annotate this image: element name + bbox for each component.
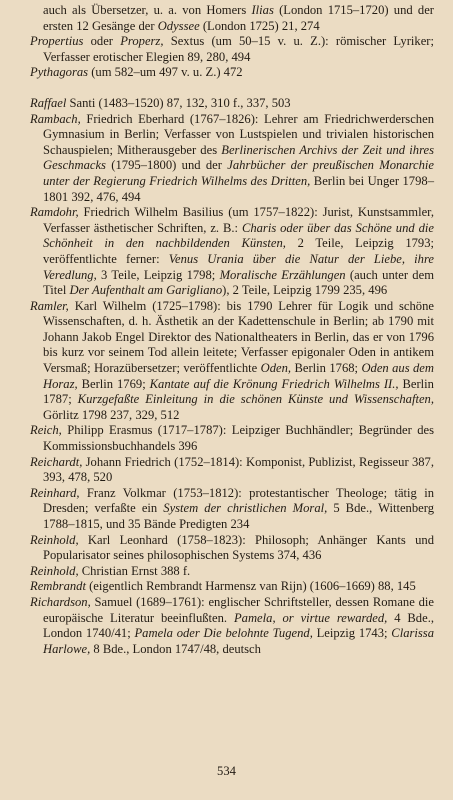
entry-name: Rambach, [30, 111, 81, 126]
entry-name: Reinhold, [30, 532, 79, 547]
entry-name: Pythagoras [30, 65, 89, 80]
entry-name: Reinhard, [30, 485, 80, 500]
entry-name: Rembrandt [30, 579, 86, 594]
index-entry-rembrandt: Rembrandt (eigentlich Rembrandt Harmensz van Rijn) (1606–1669) 88, 145 [30, 579, 416, 594]
index-entry-ramler: Ramler, Karl Wilhelm (1725–1798): bis 1790 Lehrer für Logik und schöne Wissenschaften, d. h. Ästhetik an der Kadettenschule in Berlin; ab 1790 mit Johann Jakob Engel Direktor des Nationaltheaters in Berlin, das er von 1796 bis kurz vor seinem Tod allein leitete; Verfasser epigonaler Oden in antikem Versmaß; Horazübersetzer; veröffentlichte Oden, Berlin 1768; Oden aus dem Horaz, Berlin 1769; Kantate auf die Krönung Friedrich Wilhelms II., Berlin 1787; Kurzgefaßte Einleitung in die schönen Künste und Wissenschaften, Görlitz 1798 237, 329, 512 [30, 298, 434, 422]
index-entry-reich: Reich, Philipp Erasmus (1717–1787): Leipziger Buchhändler; Begründer des Kommissionsbuchhandels 396 [30, 423, 434, 454]
entry-name: Reichardt, [30, 454, 83, 469]
entry-name: Reinhold, [30, 563, 79, 578]
index-entry-reinhold-karl: Reinhold, Karl Leonhard (1758–1823): Philosoph; Anhänger Kants und Popularisator seines philosophischen Systems 374, 436 [30, 532, 434, 563]
index-entry-ramdohr: Ramdohr, Friedrich Wilhelm Basilius (um 1757–1822): Jurist, Kunstsammler, Verfasser ästhetischer Schriften, z. B.: Charis oder über das Schöne und die Schönheit in den nachbildenden Künsten, 2 Teile, Leipzig 1793; veröffentlichte ferner: Venus Urania über die Natur der Liebe, ihre Veredlung, 3 Teile, Leipzig 1798; Moralische Erzählungen (auch unter dem Titel Der Aufenthalt am Garigliano), 2 Teile, Leipzig 1799 235, 496 [30, 205, 435, 298]
index-entry-propertius: Propertius oder Properz, Sextus (um 50–15 v. u. Z.): römischer Lyriker; Verfasser erotischer Elegien 89, 280, 494 [30, 34, 434, 64]
entry-name: Propertius [30, 34, 84, 49]
page-number: 534 [217, 764, 236, 778]
index-entry-reinhold-christian: Reinhold, Christian Ernst 388 f. [30, 563, 191, 578]
letter-gap [30, 81, 434, 96]
index-entry-reichardt: Reichardt, Johann Friedrich (1752–1814): Komponist, Publizist, Regisseur 387, 393, 478, 520 [30, 454, 434, 485]
index-entry-homer-continued: auch als Übersetzer, u. a. von Homers Ilias (London 1715–1720) und der ersten 12 Gesänge der Odyssee (London 1725) 21, 274 [43, 3, 434, 33]
index-entry-rambach: Rambach, Friedrich Eberhard (1767–1826): Lehrer am Friedrichwerderschen Gymnasium in Berlin; Verfasser von Lustspielen und trivialen historischen Schauspielen; Mitherausgeber des Berlinerischen Archivs der Zeit und ihres Geschmacks (1795–1800) und der Jahrbücher der preußischen Monarchie unter der Regierung Friedrich Wilhelms des Dritten, Berlin bei Unger 1798–1801 392, 476, 494 [30, 111, 434, 204]
entry-name: Ramler, [30, 298, 69, 313]
index-entry-pythagoras: Pythagoras (um 582–um 497 v. u. Z.) 472 [30, 65, 243, 80]
entry-name: Ramdohr, [30, 205, 79, 220]
index-entry-raffael: Raffael Santi (1483–1520) 87, 132, 310 f., 337, 503 [30, 95, 291, 110]
index-entry-richardson: Richardson, Samuel (1689–1761): englischer Schriftsteller, dessen Romane die europäische Literatur beeinflußten. Pamela, or virtue rewarded, 4 Bde., London 1740/41; Pamela oder Die belohnte Tugend, Leipzig 1743; Clarissa Harlowe, 8 Bde., London 1747/48, deutsch [30, 594, 434, 656]
entry-name: Reich, [30, 423, 62, 438]
index-entry-reinhard: Reinhard, Franz Volkmar (1753–1812): protestantischer Theologe; tätig in Dresden; verfaßte ein System der christlichen Moral, 5 Bde., Wittenberg 1788–1815, und 35 Bände Predigten 234 [30, 485, 435, 531]
entry-name: Raffael [30, 95, 67, 110]
index-column [30, 3, 434, 657]
entry-name: Richardson, [30, 594, 91, 609]
